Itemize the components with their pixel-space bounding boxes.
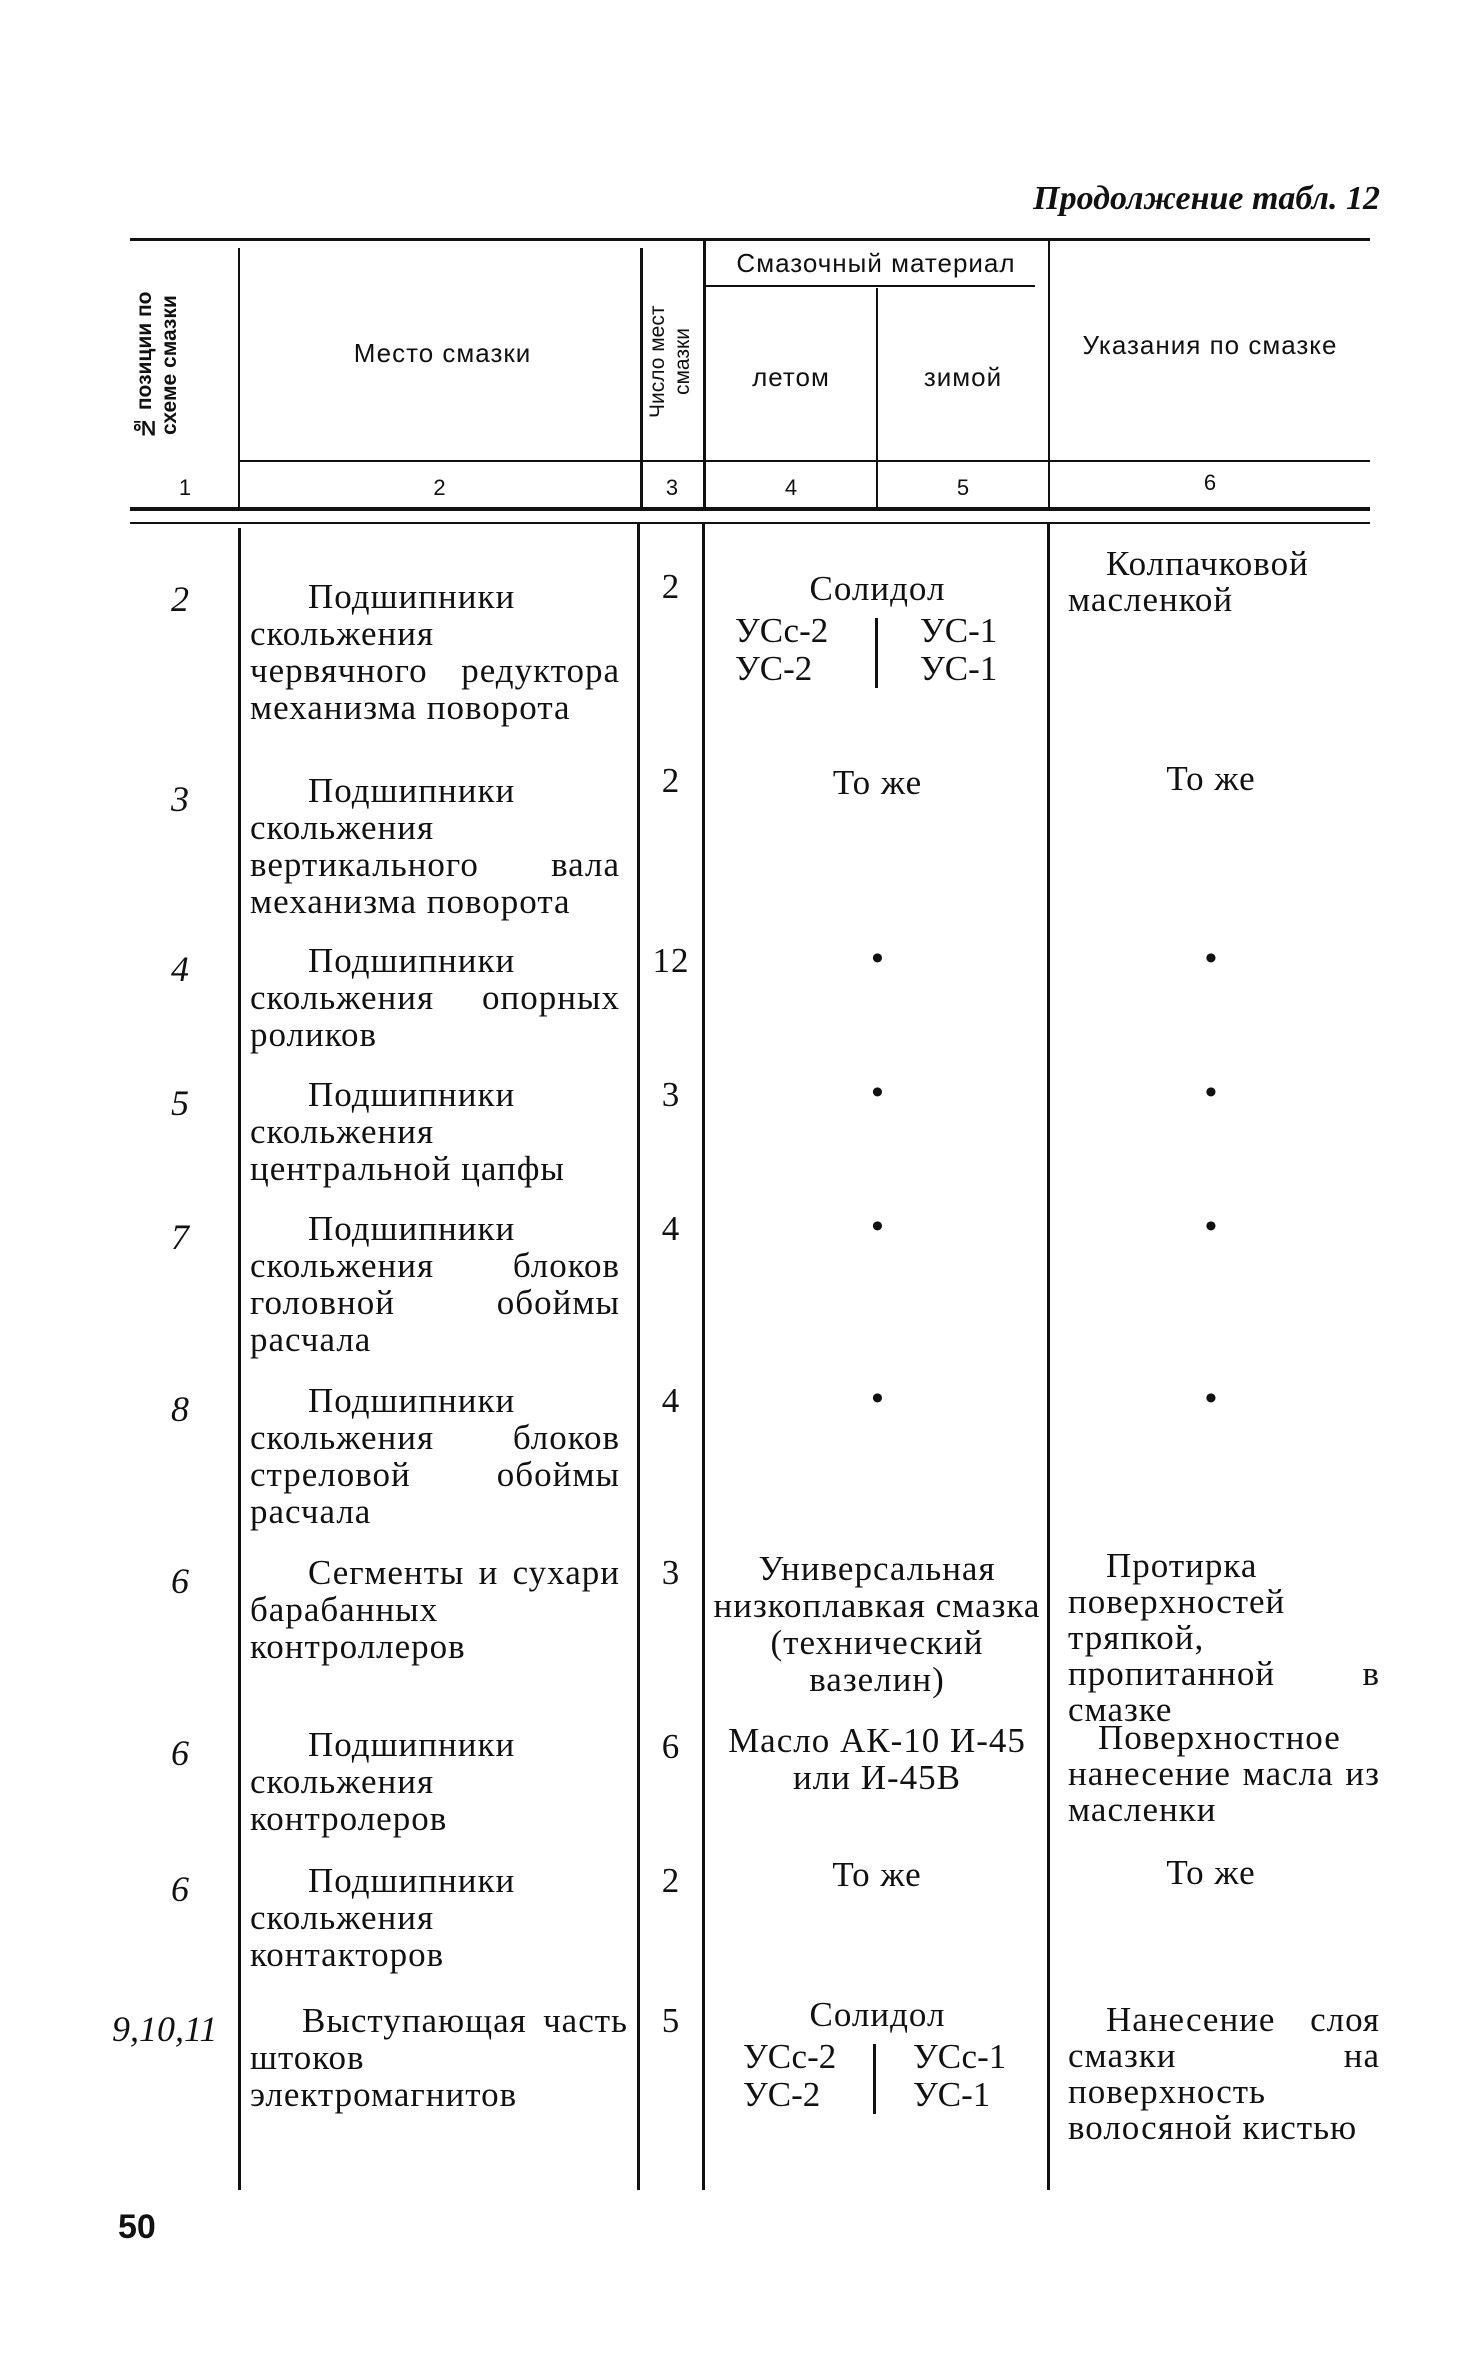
row-1-place: Подшипники скольжения червячного редуктора механизма поворота	[250, 577, 620, 727]
col-number-5: 5	[956, 475, 970, 500]
row-6-instructions-ditto: •	[1205, 1380, 1217, 1417]
row-8-position: 6	[171, 1733, 189, 1773]
row-8-material: Масло АК-10 И-45 или И-45В	[728, 1721, 1026, 1797]
row-1-summer-1: УСс-2	[735, 611, 829, 650]
material-subheader-rule	[705, 285, 1035, 287]
header-summer: летом	[752, 362, 830, 392]
body-col-divider-1	[238, 528, 241, 2190]
row-7-place: Сегменты и сухари барабанных контроллеров	[250, 1553, 620, 1666]
header-col-divider-5	[1048, 240, 1050, 508]
col-number-1: 1	[178, 475, 192, 500]
row-4-material-ditto: •	[871, 1074, 884, 1111]
row-3-place: Подшипники скольжения опорных роликов	[250, 941, 620, 1054]
row-10-lubricant-grades	[705, 2038, 1047, 2118]
row-1-grade-separator	[875, 618, 878, 688]
row-9-position: 6	[171, 1869, 189, 1909]
row-10-count: 5	[661, 2001, 681, 2040]
header-bottom-rule	[240, 460, 1370, 462]
header-position: № позиции по схеме смазки	[133, 291, 181, 439]
row-10-winter-1: УСс-1	[913, 2037, 1007, 2076]
row-10-summer-2: УС-2	[743, 2075, 821, 2114]
row-2-position: 3	[171, 779, 189, 819]
row-2-count: 2	[661, 761, 681, 800]
row-5-place: Подшипники скольжения блоков головной обоймы расчала	[250, 1209, 620, 1359]
row-3-material-ditto: •	[871, 940, 884, 977]
row-3-instructions-ditto: •	[1205, 940, 1217, 977]
row-1-material-name: Солидол	[809, 569, 946, 608]
header-col-divider-2	[640, 248, 643, 508]
row-7-instructions: Протирка поверхностей тряпкой, пропитанной в смазке	[1068, 1546, 1380, 1729]
table-top-rule	[130, 238, 1370, 241]
row-1-position: 2	[171, 579, 189, 619]
row-3-count: 12	[652, 941, 690, 980]
row-4-place: Подшипники скольжения центральной цапфы	[250, 1075, 565, 1188]
row-10-winter-2: УС-1	[913, 2075, 991, 2114]
header-instructions: Указания по смазке	[1082, 330, 1338, 360]
col-number-2: 2	[433, 475, 446, 500]
row-6-material-ditto: •	[871, 1380, 884, 1417]
page-number: 50	[118, 2208, 156, 2246]
row-10-material-name: Солидол	[809, 1995, 946, 2034]
column-numbers-bottom-rule	[130, 507, 1370, 511]
row-2-place: Подшипники скольжения вертикального вала механизма поворота	[250, 771, 620, 921]
col-number-3: 3	[665, 475, 679, 500]
row-2-instructions: То же	[1166, 759, 1256, 798]
row-7-count: 3	[661, 1553, 681, 1592]
header-winter: зимой	[923, 362, 1003, 392]
row-1-count: 2	[661, 567, 681, 606]
row-5-material-ditto: •	[871, 1208, 884, 1245]
body-top-rule	[130, 522, 1370, 524]
row-5-position: 7	[171, 1217, 189, 1257]
row-8-instructions: Поверхностное нанесение масла из масленки	[1068, 1718, 1380, 1829]
col-number-6: 6	[1203, 470, 1217, 495]
row-9-material: То же	[832, 1855, 922, 1894]
row-6-count: 4	[661, 1381, 681, 1420]
header-material: Смазочный материал	[736, 248, 1016, 278]
row-4-count: 3	[661, 1075, 681, 1114]
row-4-instructions-ditto: •	[1205, 1074, 1217, 1111]
row-9-count: 2	[661, 1861, 681, 1900]
row-1-winter-1: УС-1	[920, 611, 998, 650]
row-2-material: То же	[832, 763, 923, 802]
row-4-position: 5	[171, 1083, 189, 1123]
row-5-count: 4	[661, 1209, 681, 1248]
body-col-divider-4	[1047, 522, 1050, 2190]
row-10-place: Выступающая часть штоков электромагнитов	[250, 2001, 628, 2114]
row-8-place: Подшипники скольжения контролеров	[250, 1725, 516, 1838]
row-5-instructions-ditto: •	[1205, 1208, 1217, 1245]
row-9-instructions: То же	[1166, 1853, 1256, 1892]
header-col-divider-1	[238, 248, 240, 508]
row-10-grade-separator	[873, 2044, 876, 2114]
row-1-summer-2: УС-2	[735, 649, 813, 688]
col-number-4: 4	[784, 475, 798, 500]
table-continuation-caption: Продолжение табл. 12	[1033, 180, 1380, 217]
row-1-instructions: Колпачковой масленкой	[1068, 544, 1309, 619]
row-10-summer-1: УСс-2	[743, 2037, 837, 2076]
row-6-position: 8	[171, 1389, 189, 1429]
row-1-lubricant-grades	[705, 612, 1047, 692]
row-9-place: Подшипники скольжения контакторов	[250, 1861, 516, 1974]
row-1-winter-2: УС-1	[920, 649, 998, 688]
row-10-instructions: Нанесение слоя смазки на поверхность волосяной кистью	[1068, 2000, 1380, 2147]
row-7-position: 6	[171, 1561, 189, 1601]
row-10-position: 9,10,11	[112, 2009, 218, 2049]
row-6-place: Подшипники скольжения блоков стреловой обоймы расчала	[250, 1381, 620, 1531]
row-3-position: 4	[171, 949, 189, 989]
header-count: Число мест смазки	[646, 305, 694, 419]
body-col-divider-3	[702, 522, 705, 2190]
header-place: Место смазки	[353, 338, 532, 368]
row-7-material: Универсальная низкоплавкая смазка (технический вазелин)	[713, 1549, 1041, 1699]
row-8-count: 6	[661, 1727, 681, 1766]
